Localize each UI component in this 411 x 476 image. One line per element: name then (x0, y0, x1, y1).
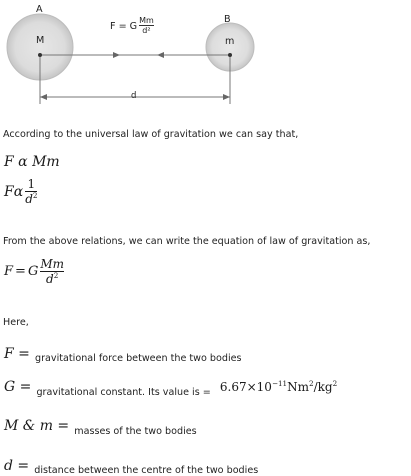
body-a-label: A (36, 4, 43, 15)
intro-text: According to the universal law of gravitation we can say that, (3, 129, 299, 140)
def-mass-symbol: M & m = (4, 418, 70, 434)
rel2-num: 1 (27, 177, 36, 191)
def-d-text: distance between the centre of the two bodies (34, 465, 259, 476)
eq-g: G (27, 264, 39, 280)
def-f-symbol: F = (4, 346, 30, 362)
def-g-text: gravitational constant. Its value is = (36, 387, 211, 398)
distance-arrow-right-icon (223, 94, 230, 100)
eq-den-exp: 2 (53, 270, 59, 280)
relation-1 (4, 154, 60, 170)
distance-arrow-left-icon (40, 94, 47, 100)
gravitation-equation (4, 258, 64, 285)
g-unit-tail: /kg (313, 380, 333, 394)
def-d (4, 455, 258, 474)
rel1-lhs: F (4, 154, 14, 170)
arrow-left-icon (157, 52, 164, 58)
eq-fraction (40, 258, 64, 285)
force-fraction (139, 17, 154, 36)
body-b-label: B (224, 14, 231, 25)
eq-num: Mm (40, 257, 64, 271)
def-f (4, 343, 242, 362)
eq-den-base: d (46, 271, 54, 286)
rel1-rhs: Mm (32, 154, 60, 170)
body-b-mass: m (225, 36, 235, 47)
rel2-den-exp: 2 (32, 190, 38, 200)
g-unit-tail-exp: 2 (332, 379, 338, 388)
rel1-symbol: α (18, 154, 28, 170)
center-dot-a (38, 53, 42, 57)
body-a-mass: M (36, 35, 45, 46)
g-value (220, 380, 337, 394)
g-unit-exp: 2 (309, 379, 314, 388)
rel2-fraction (25, 178, 37, 205)
force-formula (110, 17, 154, 36)
def-mass (4, 415, 197, 437)
def-g (4, 376, 338, 398)
here-text: Here, (3, 317, 29, 328)
arrow-right-icon (113, 52, 120, 58)
center-dot-b (228, 53, 232, 57)
gravitation-diagram (0, 0, 411, 112)
def-mass-text: masses of the two bodies (74, 426, 197, 437)
distance-label: d (131, 91, 137, 101)
eq-sign: = (15, 264, 26, 280)
derive-text: From the above relations, we can write the equation of law of gravitation as, (3, 236, 371, 247)
relation-2 (4, 178, 37, 205)
force-eq-text: F = G (110, 20, 138, 32)
def-d-symbol: d = (4, 458, 30, 474)
force-num: Mm (139, 16, 154, 25)
def-g-symbol: G = (4, 379, 32, 395)
g-value-mantissa: 6.67×10 (219, 380, 272, 394)
rel2-symbol: α (13, 183, 24, 200)
eq-lhs: F (4, 264, 14, 280)
rel2-lhs: F (4, 183, 14, 200)
force-den: d² (139, 25, 154, 35)
g-value-exp: −11 (271, 379, 288, 388)
g-unit: Nm (287, 380, 309, 394)
rel2-den-base: d (25, 191, 33, 206)
def-f-text: gravitational force between the two bodies (35, 353, 242, 364)
